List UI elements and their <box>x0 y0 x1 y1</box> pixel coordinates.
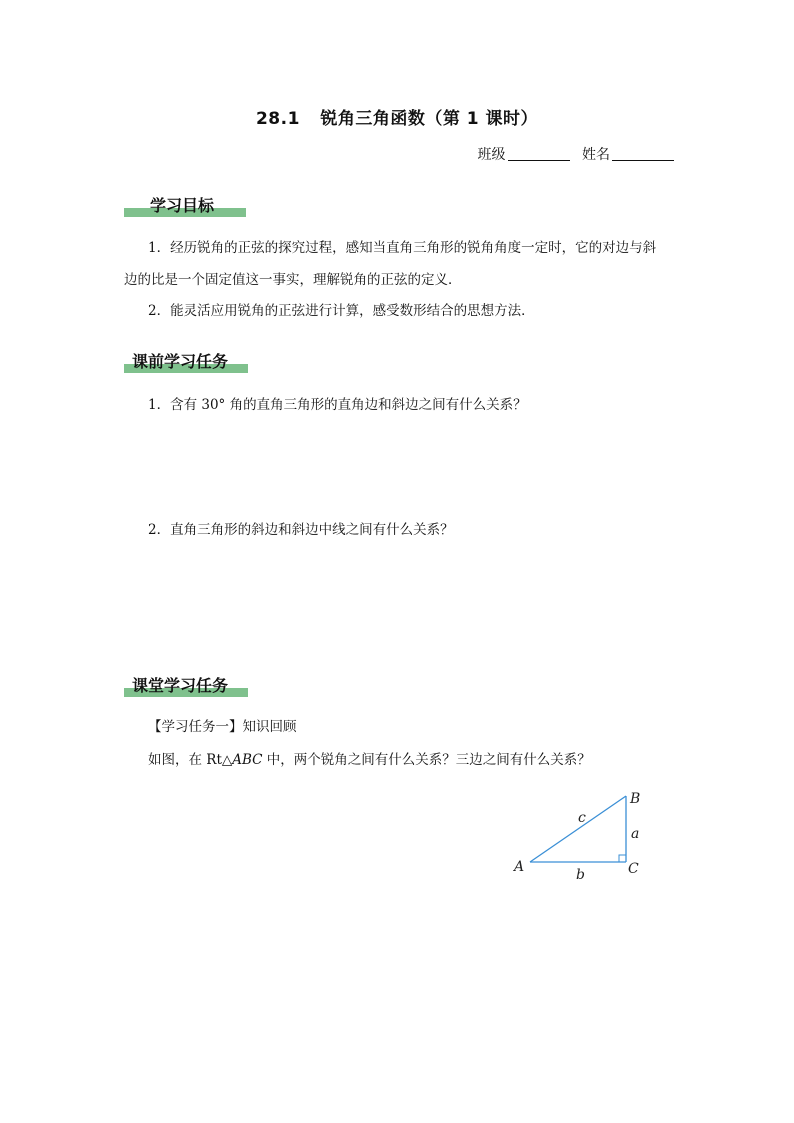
preclass-question-1: 1．含有 30° 角的直角三角形的直角边和斜边之间有什么关系？ <box>148 397 527 413</box>
side-c-label: c <box>578 810 586 826</box>
class-name-line <box>478 144 674 164</box>
vertex-c-label: C <box>628 861 639 877</box>
heading-text: 课堂学习任务 <box>132 676 229 695</box>
class-blank[interactable] <box>508 146 570 161</box>
triangle-name: ABC <box>232 752 263 768</box>
vertex-a-label: A <box>514 859 525 875</box>
title-text: 锐角三角函数（第 1 课时） <box>320 109 539 129</box>
heading-text: 学习目标 <box>150 196 215 215</box>
page-title <box>0 104 794 129</box>
class-label: 班级 <box>477 147 506 163</box>
goal-line-3: 2．能灵活应用锐角的正弦进行计算，感受数形结合的思想方法． <box>148 303 535 319</box>
right-triangle-figure <box>500 780 660 890</box>
side-ab <box>530 796 626 862</box>
task-title: 【学习任务一】知识回顾 <box>148 719 297 735</box>
section-heading-inclass <box>124 675 248 697</box>
vertex-b-label: B <box>630 791 641 807</box>
right-angle-mark <box>619 855 626 862</box>
heading-text: 课前学习任务 <box>132 352 229 371</box>
question-suffix: 中，两个锐角之间有什么关系？三边之间有什么关系？ <box>262 752 591 768</box>
section-number: 28.1 <box>255 109 300 129</box>
section-heading-preclass <box>124 351 248 373</box>
side-a-label: a <box>631 826 640 842</box>
section-heading-goals <box>124 195 246 217</box>
name-label: 姓名 <box>582 147 610 163</box>
preclass-question-2: 2．直角三角形的斜边和斜边中线之间有什么关系？ <box>148 522 454 538</box>
side-b-label: b <box>576 867 585 883</box>
name-blank[interactable] <box>612 146 674 161</box>
question-prefix: 如图，在 Rt△ <box>148 752 233 768</box>
goal-line-2: 边的比是一个固定值这一事实，理解锐角的正弦的定义． <box>124 272 462 288</box>
goal-line-1: 1．经历锐角的正弦的探究过程，感知当直角三角形的锐角角度一定时，它的对边与斜 <box>148 240 657 256</box>
task-question <box>148 750 591 770</box>
